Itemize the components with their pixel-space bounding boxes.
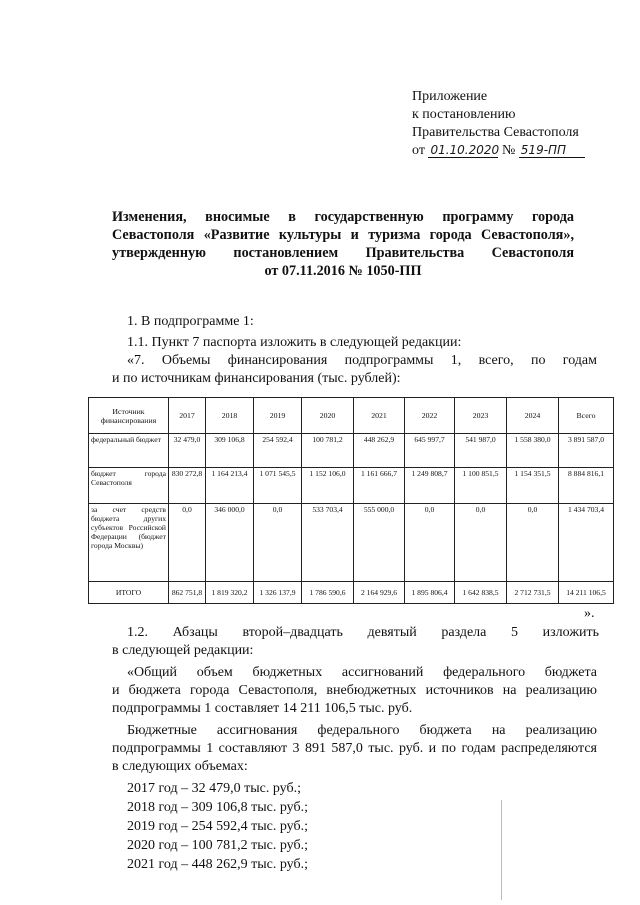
header-2018: 2018 [206,398,254,434]
table-cell: 1 558 380,0 [507,434,559,468]
table-cell: 1 164 213,4 [206,468,254,504]
appendix-line-2: к постановлению [412,107,516,122]
title-line-1: Изменения, вносимые в государственную программу города [112,209,574,225]
header-2020: 2020 [302,398,354,434]
paragraph-total-line-a: «Общий объем бюджетных ассигнований федерального бюджета [127,665,597,680]
header-2017: 2017 [169,398,206,434]
title-line-2: Севастополя «Развитие культуры и туризма города Севастополя», [112,227,574,243]
appendix-signature-line [412,142,622,160]
table-cell: 1 071 545,5 [254,468,302,504]
number-label: № [501,143,516,158]
header-2023: 2023 [455,398,507,434]
paragraph-total-line-c: подпрограммы 1 составляет 14 211 106,5 тыс. руб. [112,701,413,716]
table-cell: 32 479,0 [169,434,206,468]
table-cell: 2 712 731,5 [507,582,559,604]
scan-artifact-line [501,800,502,900]
table-cell: 0,0 [169,504,206,582]
year-item-2017: 2017 год – 32 479,0 тыс. руб.; [127,781,301,796]
table-header-row [89,398,614,434]
resolution-date: 01.10.2020 [430,143,500,157]
table-cell: 1 154 351,5 [507,468,559,504]
year-item-2019: 2019 год – 254 592,4 тыс. руб.; [127,819,308,834]
table-cell: 0,0 [254,504,302,582]
resolution-number: 519-ПП [519,143,585,158]
table-cell: 1 642 838,5 [455,582,507,604]
table-cell: 1 100 851,5 [455,468,507,504]
header-total: Всего [559,398,614,434]
row-label-city-budget: бюджет города Севастополя [89,468,169,504]
table-cell: 2 164 929,6 [354,582,405,604]
table-cell: 555 000,0 [354,504,405,582]
table-cell: 1 786 590,6 [302,582,354,604]
table-row [89,504,614,582]
paragraph-federal-line-a: Бюджетные ассигнования федерального бюджета на реализацию [127,723,597,738]
table-cell: 1 152 106,0 [302,468,354,504]
row-label-total: ИТОГО [89,582,169,604]
table-cell: 346 000,0 [206,504,254,582]
year-item-2021: 2021 год – 448 262,9 тыс. руб.; [127,857,308,872]
appendix-block [412,88,622,160]
table-cell: 862 751,8 [169,582,206,604]
header-2024: 2024 [507,398,559,434]
table-cell: 1 161 666,7 [354,468,405,504]
year-item-2020: 2020 год – 100 781,2 тыс. руб.; [127,838,308,853]
table-cell: 3 891 587,0 [559,434,614,468]
header-2019: 2019 [254,398,302,434]
table-cell: 0,0 [507,504,559,582]
paragraph-total-line-b: и бюджета города Севастополя, внебюджетных источников на реализацию [112,683,597,698]
row-label-federal: федеральный бюджет [89,434,169,468]
paragraph-7-line-b: и по источникам финансирования (тыс. рублей): [112,371,401,386]
table-cell: 1 326 137,9 [254,582,302,604]
year-item-2018: 2018 год – 309 106,8 тыс. руб.; [127,800,308,815]
financing-table [88,397,614,604]
table-cell: 1 434 703,4 [559,504,614,582]
appendix-line-1: Приложение [412,89,488,104]
paragraph-1-2-line-a: 1.2. Абзацы второй–двадцать девятый раздела 5 изложить [127,625,599,640]
table-cell: 1 249 808,7 [405,468,455,504]
header-2021: 2021 [354,398,405,434]
document-title [112,208,574,280]
paragraph-federal-line-c: в следующих объемах: [112,759,248,774]
paragraph-1-2-line-b: в следующей редакции: [112,643,254,658]
table-cell: 645 997,7 [405,434,455,468]
table-cell: 8 884 816,1 [559,468,614,504]
table-cell: 14 211 106,5 [559,582,614,604]
table-cell: 309 106,8 [206,434,254,468]
table-cell: 0,0 [405,504,455,582]
table-total-row [89,582,614,604]
from-label: от [412,143,425,158]
appendix-line-3: Правительства Севастополя [412,125,579,140]
table-cell: 448 262,9 [354,434,405,468]
table-row [89,434,614,468]
header-2022: 2022 [405,398,455,434]
paragraph-subprogram-1: 1. В подпрограмме 1: [127,314,254,329]
table-cell: 1 819 320,2 [206,582,254,604]
table-cell: 533 703,4 [302,504,354,582]
table-cell: 830 272,8 [169,468,206,504]
paragraph-federal-line-b: подпрограммы 1 составляют 3 891 587,0 тыс. руб. и по годам распределяются [112,741,597,756]
header-source: Источник финансирования [89,398,169,434]
table-cell: 254 592,4 [254,434,302,468]
table-cell: 541 987,0 [455,434,507,468]
table-cell: 1 895 806,4 [405,582,455,604]
table-cell: 0,0 [455,504,507,582]
paragraph-7-line-a: «7. Объемы финансирования подпрограммы 1, всего, по годам [127,353,597,368]
title-line-3: утвержденную постановлением Правительства Севастополя [112,245,574,261]
row-label-other-subjects: за счет средств бюджета других субъектов Российской Федерации (бюджет города Москвы) [89,504,169,582]
table-cell: 100 781,2 [302,434,354,468]
title-line-4: от 07.11.2016 № 1050-ПП [264,263,422,279]
closing-quote: ». [584,606,595,621]
table-row [89,468,614,504]
paragraph-1-1: 1.1. Пункт 7 паспорта изложить в следующей редакции: [127,335,462,350]
